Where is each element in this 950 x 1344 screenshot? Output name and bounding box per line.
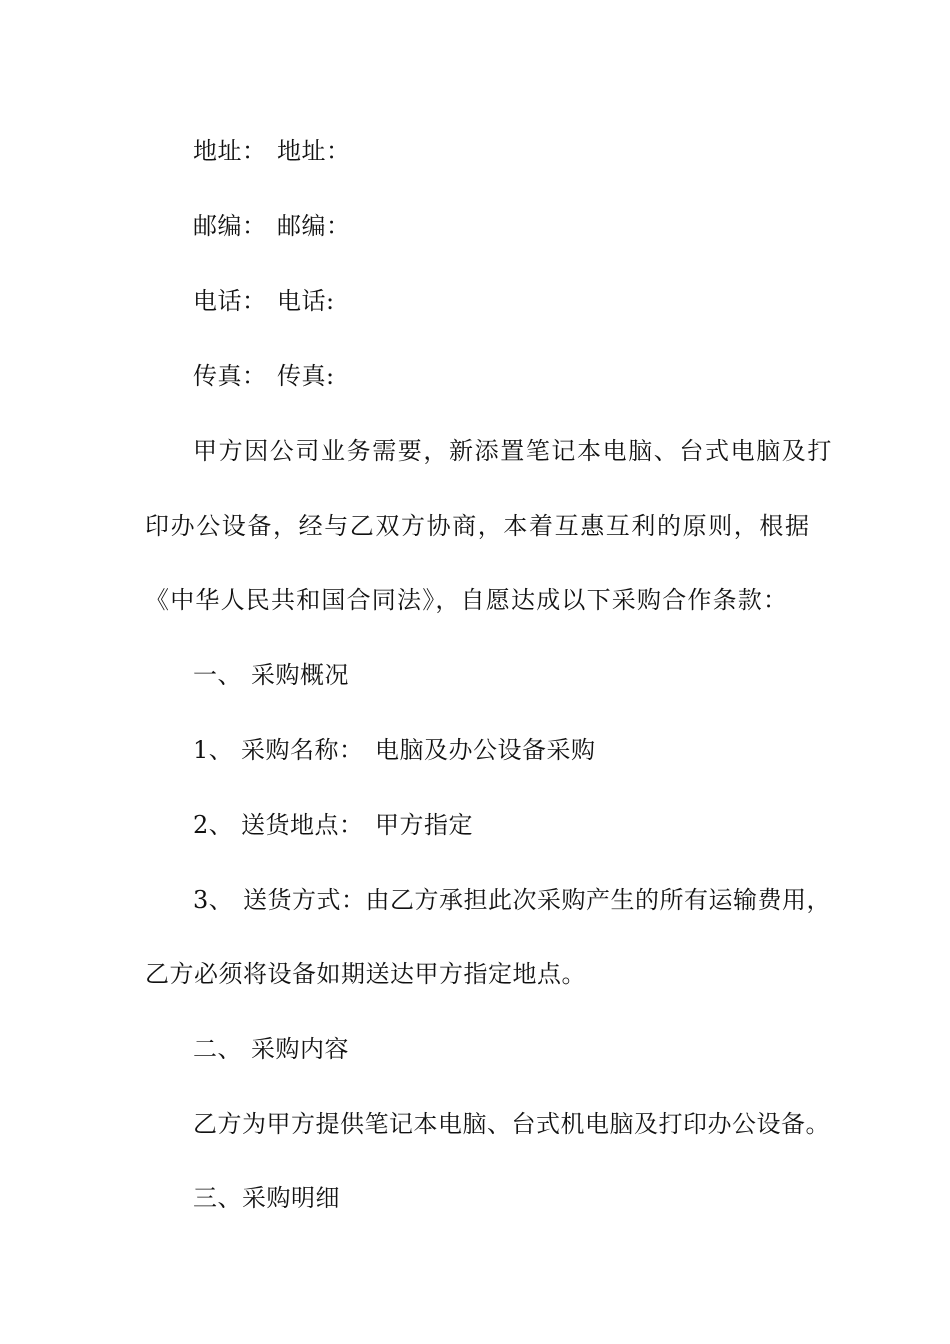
party-b-phone-label: 电话:	[277, 287, 335, 315]
phone-line	[193, 286, 335, 316]
address-line	[193, 136, 351, 166]
section-2-body: 乙方为甲方提供笔记本电脑、台式机电脑及打印办公设备。	[193, 1110, 830, 1138]
section-2-title: 采购内容	[251, 1035, 349, 1063]
item-3-number: 3、	[193, 886, 234, 914]
item-2-value: 甲方指定	[375, 811, 473, 839]
party-a-phone-label: 电话：	[193, 287, 267, 315]
fax-line	[193, 361, 335, 391]
section-1-title: 采购概况	[251, 661, 349, 689]
item-2-number: 2、	[193, 811, 234, 839]
section-1-heading	[193, 660, 349, 690]
section-1-item-2	[193, 810, 473, 840]
section-2-number: 二、	[193, 1035, 242, 1063]
party-a-postcode-label: 邮编：	[193, 212, 267, 240]
postcode-line	[193, 211, 351, 241]
section-1-item-3	[193, 885, 831, 915]
intro-line-2: 印办公设备，经与乙双方协商，本着互惠互利的原则，根据	[145, 512, 811, 540]
intro-line-3: 《中华人民共和国合同法》，自愿达成以下采购合作条款：	[145, 586, 789, 614]
section-1-item-1	[193, 735, 596, 765]
item-2-label: 送货地点：	[241, 811, 364, 839]
section-3-heading: 三、采购明细	[193, 1184, 340, 1212]
item-3-text: 送货方式：由乙方承担此次采购产生的所有运输费用，	[243, 886, 831, 914]
section-2-heading	[193, 1034, 349, 1064]
party-a-address-label: 地址：	[193, 137, 267, 165]
section-1-number: 一、	[193, 661, 242, 689]
party-b-postcode-label: 邮编：	[277, 212, 351, 240]
intro-line-1: 甲方因公司业务需要，新添置笔记本电脑、台式电脑及打	[193, 437, 833, 465]
section-1-item-3-continued: 乙方必须将设备如期送达甲方指定地点。	[145, 960, 586, 988]
item-1-number: 1、	[193, 736, 234, 764]
item-1-value: 电脑及办公设备采购	[375, 736, 596, 764]
item-1-label: 采购名称：	[241, 736, 364, 764]
party-b-address-label: 地址：	[277, 137, 351, 165]
party-b-fax-label: 传真:	[277, 362, 335, 390]
party-a-fax-label: 传真：	[193, 362, 267, 390]
